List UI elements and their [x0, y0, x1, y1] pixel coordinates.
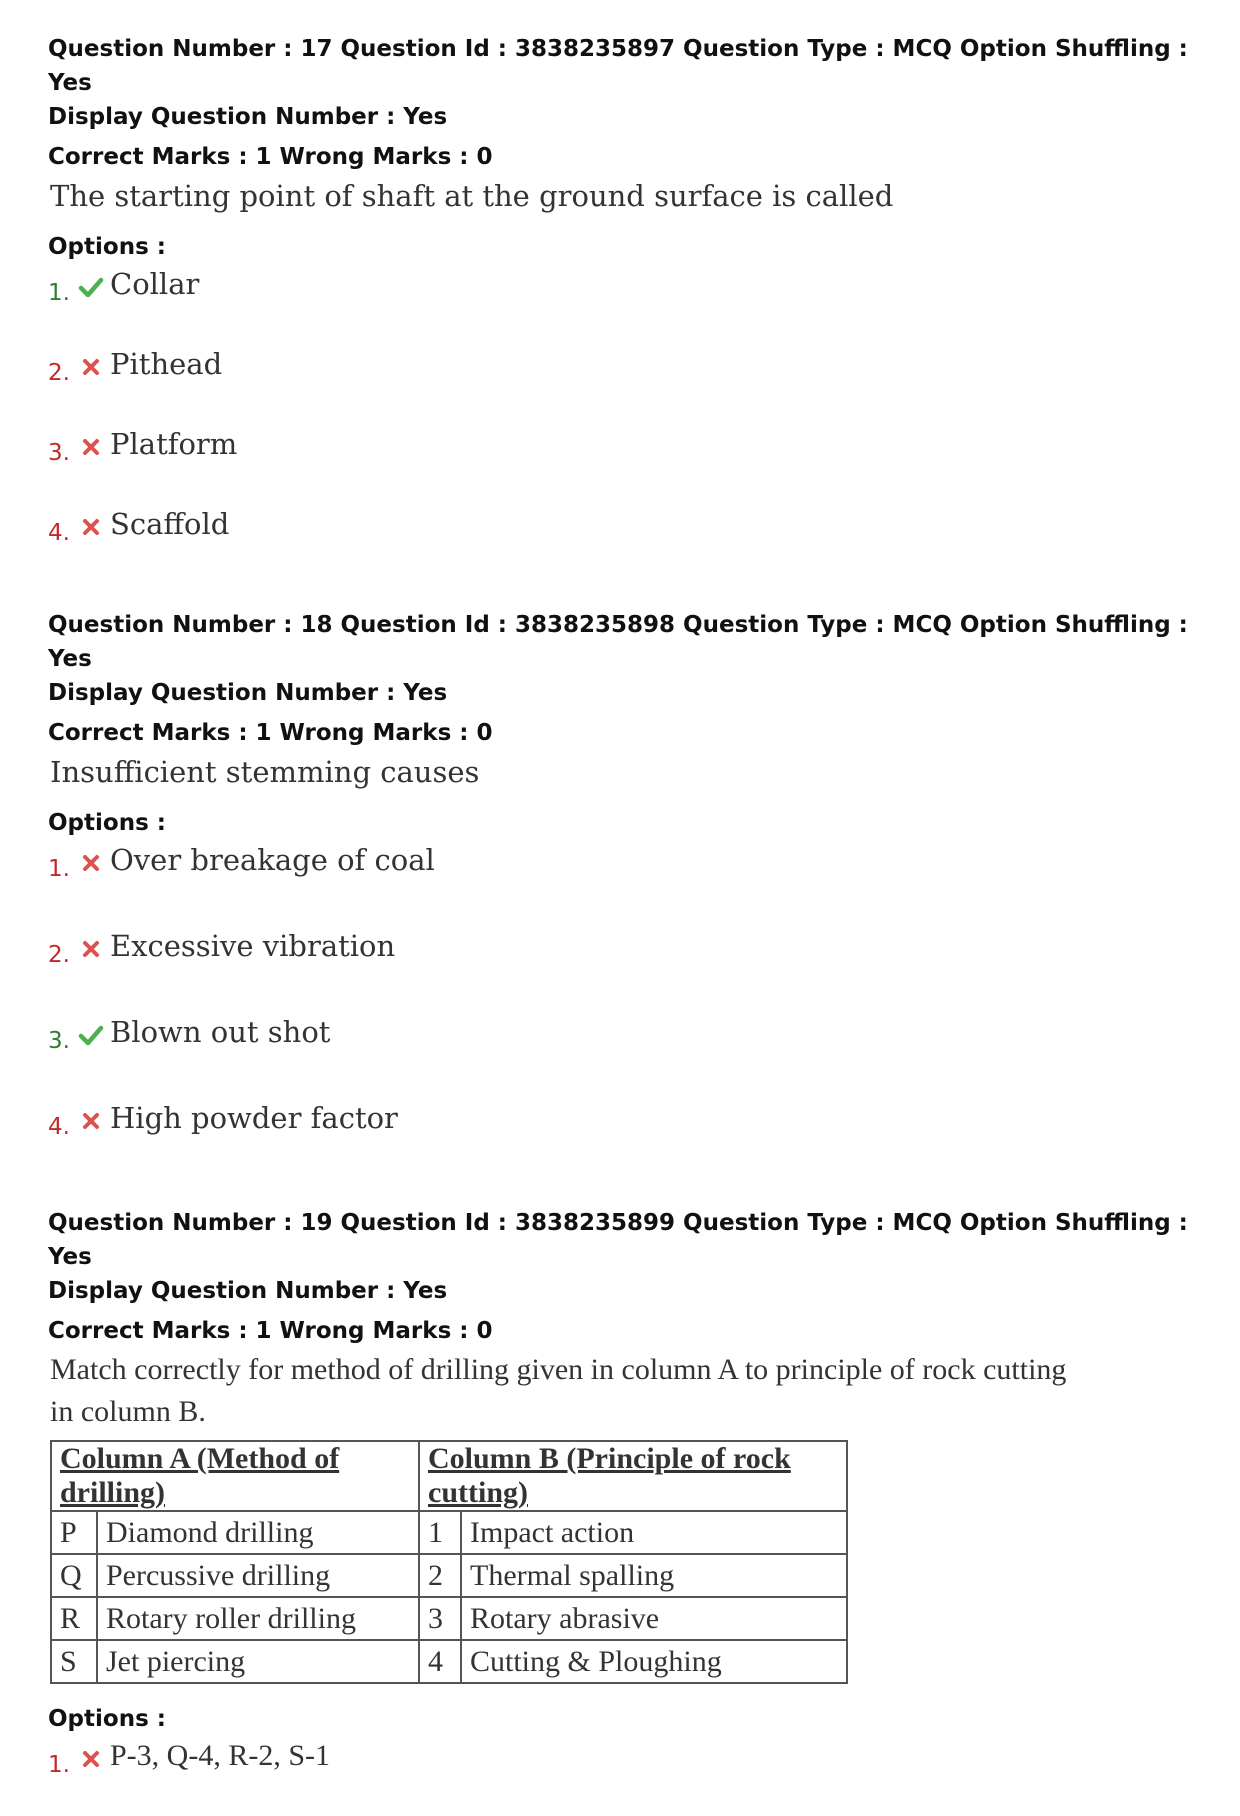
- b-value: Rotary abrasive: [461, 1597, 847, 1640]
- a-key: P: [51, 1511, 97, 1554]
- option-number: 2.: [48, 942, 70, 968]
- cross-icon: [78, 1746, 104, 1772]
- question-meta: Question Number : 19 Question Id : 3838235899 Question Type : MCQ Option Shuffling : Yes: [48, 1210, 1188, 1270]
- options-label: Options :: [48, 1706, 166, 1732]
- b-key: 3: [419, 1597, 461, 1640]
- b-key: 4: [419, 1640, 461, 1683]
- option-number: 2.: [48, 360, 70, 386]
- b-value: Impact action: [461, 1511, 847, 1554]
- option-text: High powder factor: [110, 1101, 398, 1135]
- option-item: [48, 1098, 1198, 1184]
- a-key: S: [51, 1640, 97, 1683]
- a-key: R: [51, 1597, 97, 1640]
- option-number: 4.: [48, 520, 70, 546]
- check-icon: [78, 1022, 104, 1048]
- question-18: [48, 608, 1198, 1184]
- marks-line: Correct Marks : 1 Wrong Marks : 0: [48, 144, 493, 170]
- cross-icon: [78, 354, 104, 380]
- check-icon: [78, 274, 104, 300]
- question-stem-line-2: in column B.: [50, 1395, 206, 1428]
- b-value: Thermal spalling: [461, 1554, 847, 1597]
- question-meta: Question Number : 18 Question Id : 3838235898 Question Type : MCQ Option Shuffling : Yes: [48, 612, 1188, 672]
- cross-icon: [78, 936, 104, 962]
- option-item: [48, 344, 1198, 424]
- option-text: Pithead: [110, 347, 223, 381]
- option-text: Scaffold: [110, 507, 230, 541]
- option-number: 1.: [48, 1752, 70, 1778]
- b-value: Cutting & Ploughing: [461, 1640, 847, 1683]
- option-item: [48, 1012, 1198, 1098]
- table-header-row: [51, 1441, 847, 1511]
- display-question-number: Display Question Number : Yes: [48, 680, 448, 706]
- option-text: P-3, Q-4, R-2, S-1: [110, 1739, 331, 1772]
- option-number: 3.: [48, 1028, 70, 1054]
- a-key: Q: [51, 1554, 97, 1597]
- option-item: [48, 1736, 1198, 1816]
- question-stem: Insufficient stemming causes: [50, 755, 480, 789]
- marks-line: Correct Marks : 1 Wrong Marks : 0: [48, 720, 493, 746]
- option-number: 4.: [48, 1114, 70, 1140]
- a-value: Percussive drilling: [97, 1554, 419, 1597]
- a-value: Diamond drilling: [97, 1511, 419, 1554]
- option-text: Excessive vibration: [110, 929, 396, 963]
- table-row: [51, 1640, 847, 1683]
- option-number: 1.: [48, 280, 70, 306]
- option-text: Platform: [110, 427, 238, 461]
- option-number: 3.: [48, 440, 70, 466]
- table-row: [51, 1554, 847, 1597]
- a-value: Jet piercing: [97, 1640, 419, 1683]
- match-table: [50, 1440, 848, 1684]
- option-item: [48, 424, 1198, 504]
- table-row: [51, 1597, 847, 1640]
- question-stem-line-1: Match correctly for method of drilling given in column A to principle of rock cutting: [50, 1353, 1067, 1386]
- cross-icon: [78, 434, 104, 460]
- question-17: [48, 32, 1198, 584]
- table-row: [51, 1511, 847, 1554]
- column-b-header: Column B (Principle of rock cutting): [419, 1441, 847, 1511]
- display-question-number: Display Question Number : Yes: [48, 1278, 448, 1304]
- cross-icon: [78, 850, 104, 876]
- option-item: [48, 840, 1198, 926]
- option-item: [48, 264, 1198, 344]
- marks-line: Correct Marks : 1 Wrong Marks : 0: [48, 1318, 493, 1344]
- option-text: Blown out shot: [110, 1015, 331, 1049]
- cross-icon: [78, 514, 104, 540]
- question-meta: Question Number : 17 Question Id : 3838235897 Question Type : MCQ Option Shuffling : Yes: [48, 36, 1188, 96]
- option-item: [48, 504, 1198, 584]
- b-key: 1: [419, 1511, 461, 1554]
- cross-icon: [78, 1108, 104, 1134]
- option-item: [48, 926, 1198, 1012]
- display-question-number: Display Question Number : Yes: [48, 104, 448, 130]
- question-stem: The starting point of shaft at the ground surface is called: [50, 179, 894, 213]
- option-number: 1.: [48, 856, 70, 882]
- b-key: 2: [419, 1554, 461, 1597]
- question-19: [48, 1206, 1198, 1816]
- option-text: Over breakage of coal: [110, 843, 435, 877]
- option-text: Collar: [110, 267, 200, 301]
- a-value: Rotary roller drilling: [97, 1597, 419, 1640]
- column-a-header: Column A (Method of drilling): [51, 1441, 419, 1511]
- options-label: Options :: [48, 810, 166, 836]
- options-label: Options :: [48, 234, 166, 260]
